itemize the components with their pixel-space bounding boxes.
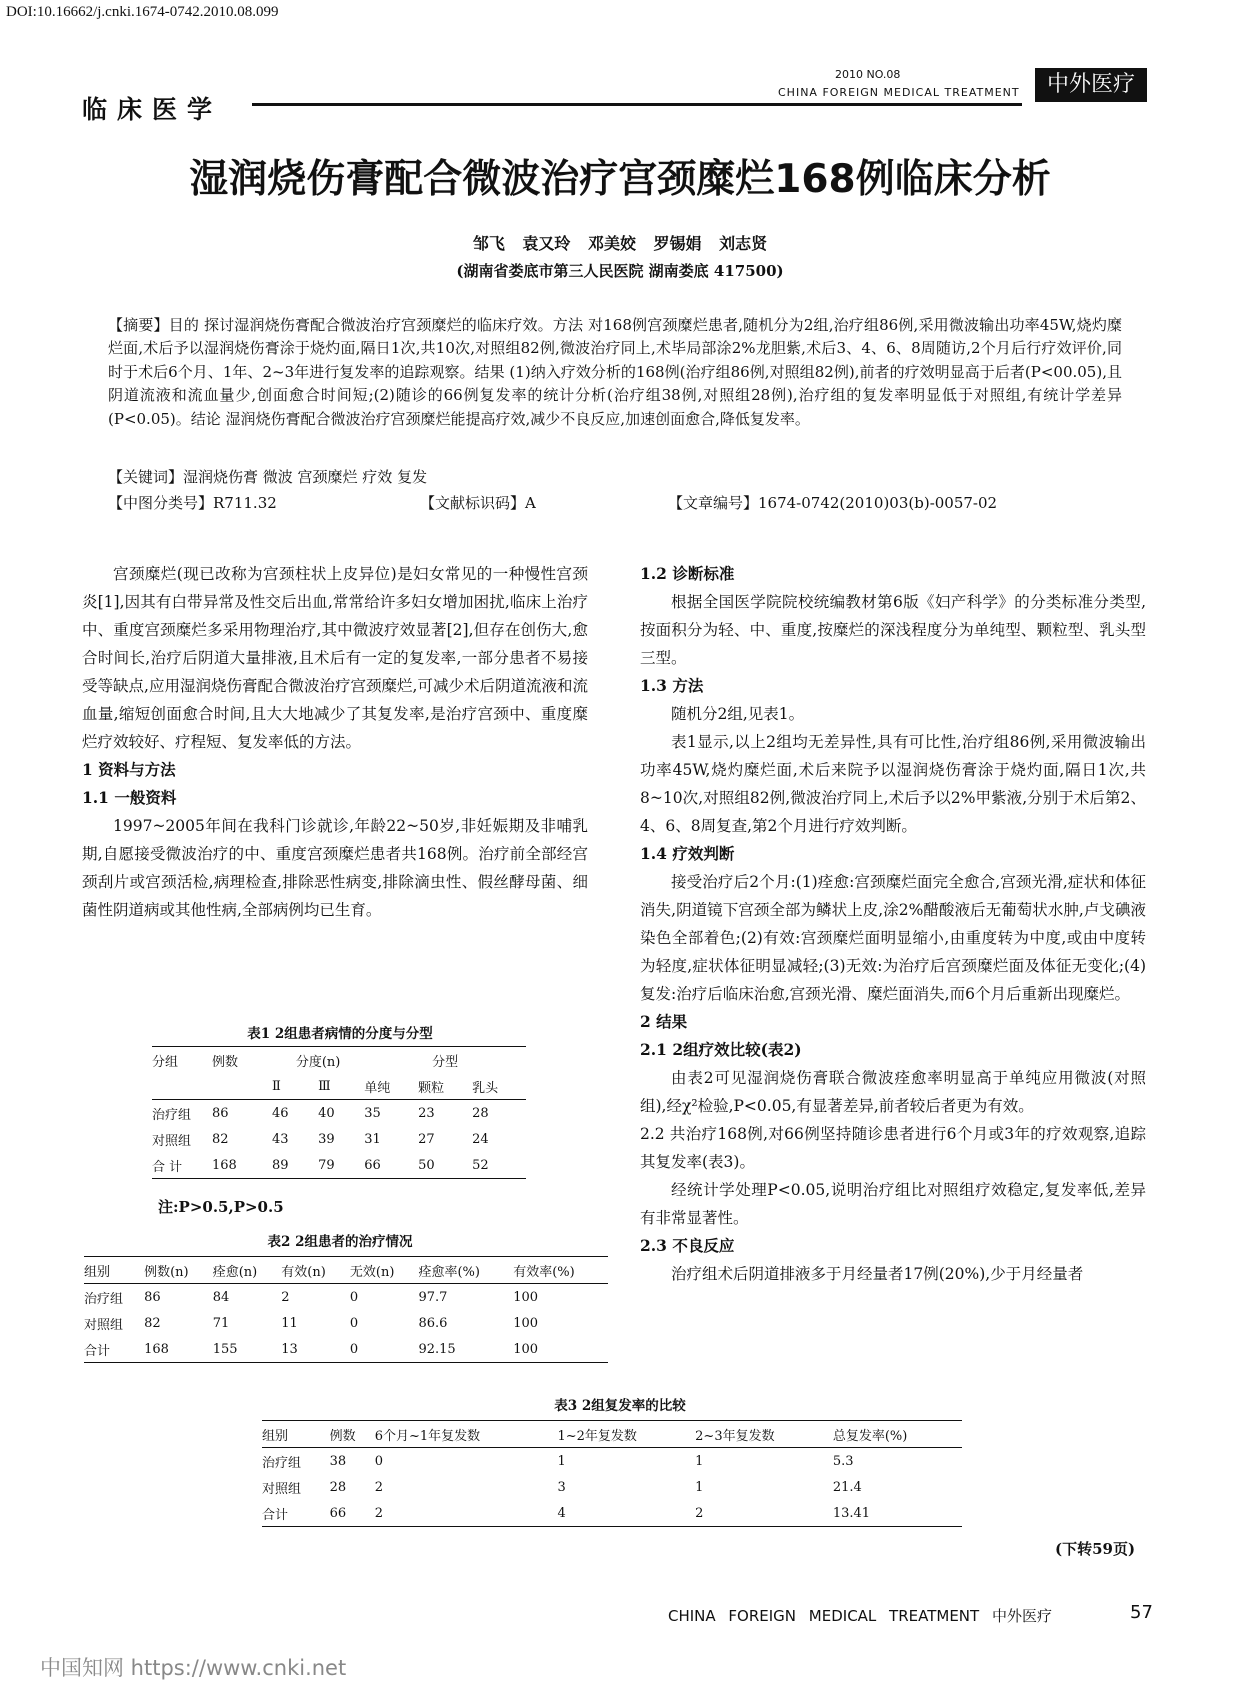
left-column [82,560,588,924]
table2-row [84,1310,608,1336]
section-label: 临床医学 [82,95,223,124]
table3-header-cell: 6个月~1年复发数 [375,1421,558,1448]
table2-caption: 表2 2组患者的治疗情况 [267,1234,413,1250]
section-heading: 1.4 疗效判断 [640,844,735,863]
table1-cell: 66 [364,1157,381,1173]
continued-note: (下转59页) [1055,1540,1136,1558]
header-rule [252,103,1022,106]
table1-cell: 86 [212,1105,229,1121]
table2-header-cell: 组别 [84,1257,144,1284]
page-number: 57 [1130,1602,1153,1623]
table1-cell: 合 计 [152,1159,183,1175]
table1-note: 注:P>0.5,P>0.5 [158,1198,284,1216]
table2-row [84,1336,608,1363]
table2-header-cell: 痊愈(n) [213,1257,282,1284]
table1-cell: 43 [272,1131,289,1147]
table2-header-cell: 例数(n) [144,1257,213,1284]
table1-cell: 31 [364,1131,381,1147]
table1-cell: 39 [318,1131,335,1147]
table2-cell: 治疗组 [84,1291,124,1307]
t1-h2: Ⅱ [272,1073,318,1100]
table3-cell: 1 [695,1479,704,1495]
table3-cell: 0 [374,1453,383,1469]
table3-cell: 2 [374,1505,383,1521]
journal-issue: 2010 NO.08 [835,68,901,81]
table3-cell: 1 [695,1453,704,1469]
table2-header-cell: 痊愈率(%) [418,1257,513,1284]
table2-cell: 合计 [84,1343,111,1359]
table2-cell: 97.7 [418,1289,448,1305]
section-heading: 1.3 方法 [640,676,704,695]
table2-cell: 86.6 [418,1315,448,1331]
table1-cell: 79 [318,1157,335,1173]
table2-cell: 2 [281,1289,290,1305]
table1-cell: 24 [472,1131,489,1147]
table1 [152,1046,526,1179]
table1-cell: 28 [472,1105,489,1121]
table1-cell: 23 [418,1105,435,1121]
table3-header-cell: 组别 [262,1421,330,1448]
document-code: 【文献标识码】A [420,494,536,512]
table2-cell: 84 [212,1289,230,1305]
table3-header-cell: 2~3年复发数 [695,1421,833,1448]
table2-header-cell: 无效(n) [350,1257,419,1284]
table3-cell: 合计 [262,1507,289,1523]
right-column [640,560,1146,1288]
paragraph: 接受治疗后2个月:(1)痊愈:宫颈糜烂面完全愈合,宫颈光滑,症状和体征消失,阴道镜下宫颈全部为鳞状上皮,涂2%醋酸液后无葡萄状水肿,卢戈碘液染色全部着色;(2)有效:宫颈糜烂面明显缩小,由重度转为中度,或由中度转为轻度,症状体征明显减轻;(3)无效:为治疗后宫颈糜烂面及体征无变化;(4)复发:治疗后临床治愈,宫颈光滑、糜烂面消失,而6个月后重新出现糜烂。 [640,873,1146,1003]
table2-cell: 0 [349,1315,359,1331]
paragraph: 宫颈糜烂(现已改称为宫颈柱状上皮异位)是妇女常见的一种慢性宫颈炎[1],因其有白带异常及性交后出血,常常给许多妇女增加困扰,临床上治疗中、重度宫颈糜烂多采用物理治疗,其中微波疗效显著[2],但存在创伤大,愈合时间长,治疗后阴道大量排液,且术后有一定的复发率,一部分患者不易接受等缺点,应用湿润烧伤膏配合微波治疗宫颈糜烂,可减少术后阴道流液和流血量,缩短创面愈合时间,且大大地减少了其复发率,是治疗宫颈中、重度糜烂疗效较好、疗程短、复发率低的方法。 [82,565,588,751]
authors: 邹飞 袁又玲 邓美姣 罗锡娟 刘志贤 [472,234,768,253]
section-heading: 1.2 诊断标准 [640,564,735,583]
table1-row [152,1100,526,1127]
table1-cell: 52 [472,1157,489,1173]
table1-cell: 168 [212,1157,237,1173]
table2-cell: 对照组 [84,1317,124,1333]
table1-caption: 表1 2组患者病情的分度与分型 [247,1026,433,1042]
table3-cell: 66 [329,1505,347,1521]
table1-cell: 对照组 [152,1133,192,1149]
table3-header-cell: 总复发率(%) [833,1421,962,1448]
table2-cell: 0 [349,1341,359,1357]
paragraph: 由表2可见湿润烧伤膏联合微波痊愈率明显高于单纯应用微波(对照组),经χ²检验,P<0.05,有显著差异,前者较后者更为有效。 [640,1069,1146,1115]
table3-row [262,1474,962,1500]
t1-h2: 乳头 [472,1073,526,1100]
paragraph: 1997~2005年间在我科门诊就诊,年龄22~50岁,非妊娠期及非哺乳期,自愿接受微波治疗的中、重度宫颈糜烂患者共168例。治疗前全部经宫颈刮片或宫颈活检,病理检查,排除恶性病变,排除滴虫性、假丝酵母菌、细菌性阴道病或其他性病,全部病例均已生育。 [82,817,588,919]
table3-caption: 表3 2组复发率的比较 [554,1398,686,1414]
clc-number: 【中图分类号】R711.32 [108,494,277,512]
table1-cell: 50 [418,1157,435,1173]
table3-cell: 2 [695,1505,704,1521]
table3-row [262,1448,962,1475]
table1-cell: 治疗组 [152,1107,192,1123]
t1-h-count: 例数 [212,1054,239,1070]
section-heading: 1 资料与方法 [82,760,176,779]
journal-name-en: CHINA FOREIGN MEDICAL TREATMENT [778,86,1020,99]
table2-row [84,1284,608,1311]
table1-row [152,1126,526,1152]
table3-cell: 5.3 [832,1453,854,1469]
table1-cell: 89 [272,1157,289,1173]
section-heading: 2 结果 [640,1012,688,1031]
table1-cell: 46 [272,1105,289,1121]
section-heading: 2.2 共治疗168例,对66例坚持随诊患者进行6个月或3年的疗效观察,追踪其复发率(表3)。 [640,1125,1146,1171]
paragraph: 根据全国医学院院校统编教材第6版《妇产科学》的分类标准分类型,按面积分为轻、中、重度,按糜烂的深浅程度分为单纯型、颗粒型、乳头型三型。 [640,593,1146,667]
table1-cell: 82 [212,1131,229,1147]
paragraph: 随机分2组,见表1。 [671,705,805,723]
paragraph: 治疗组术后阴道排液多于月经量者17例(20%),少于月经量者 [671,1265,1084,1283]
table2-cell: 100 [513,1341,539,1357]
t1-h2: 颗粒 [418,1073,472,1100]
table1-cell: 40 [318,1105,335,1121]
table2-cell: 11 [281,1315,298,1331]
table3-cell: 治疗组 [262,1455,302,1471]
table3-cell: 3 [557,1479,566,1495]
table2-cell: 155 [212,1341,238,1357]
table2-cell: 82 [144,1315,161,1331]
table3-cell: 2 [374,1479,383,1495]
table2-cell: 86 [144,1289,161,1305]
keywords: 【关键词】湿润烧伤膏 微波 宫颈糜烂 疗效 复发 [108,468,428,486]
paragraph: 经统计学处理P<0.05,说明治疗组比对照组疗效稳定,复发率低,差异有非常显著性。 [640,1181,1146,1227]
table3-cell: 4 [557,1505,566,1521]
abstract: 【摘要】目的 探讨湿润烧伤膏配合微波治疗宫颈糜烂的临床疗效。方法 对168例宫颈糜烂患者,随机分为2组,治疗组86例,采用微波输出功率45W,烧灼糜烂面,术后予以湿润烧伤膏涂于烧灼面,隔日1次,共10次,对照组82例,微波治疗同上,术毕局部涂2%龙胆紫,术后3、4、6、8周随访,2个月后行疗效评价,同时于术后6个月、1年、2~3年进行复发率的追踪观察。结果 (1)纳入疗效分析的168例(治疗组86例,对照组82例),前者的疗效明显高于后者(P<00.05),且阴道流液和流血量少,创面愈合时间短;(2)随诊的66例复发率的统计分析(治疗组38例,对照组28例),治疗组的复发率明显低于对照组,有统计学差异(P<0.05)。结论 湿润烧伤膏配合微波治疗宫颈糜烂能提高疗效,减少不良反应,加速创面愈合,降低复发率。 [108,316,1122,428]
table3-cell: 13.41 [832,1505,871,1521]
table1-cell: 27 [418,1131,435,1147]
table2-cell: 13 [281,1341,298,1357]
section-heading: 2.3 不良反应 [640,1236,735,1255]
table3-cell: 28 [329,1479,347,1495]
table3 [262,1420,962,1527]
table3-header-cell: 1~2年复发数 [557,1421,695,1448]
table3-cell: 对照组 [262,1481,302,1497]
t1-h-type: 分型 [432,1054,459,1070]
table2-header-cell: 有效(n) [281,1257,350,1284]
table3-cell: 21.4 [832,1479,862,1495]
affiliation: (湖南省娄底市第三人民医院 湖南娄底 417500) [456,262,784,280]
table2-cell: 71 [212,1315,230,1331]
t1-h2: Ⅲ [318,1073,364,1100]
t1-h2: 单纯 [364,1073,418,1100]
table2-header-cell: 有效率(%) [513,1257,608,1284]
article-number: 【文章编号】1674-0742(2010)03(b)-0057-02 [668,494,998,512]
table2-cell: 100 [513,1289,539,1305]
table3-cell: 1 [557,1453,566,1469]
doi: DOI:10.16662/j.cnki.1674-0742.2010.08.099 [6,4,279,20]
table1-cell: 35 [364,1105,381,1121]
section-heading: 2.1 2组疗效比较(表2) [640,1040,802,1059]
footer-journal: CHINA FOREIGN MEDICAL TREATMENT 中外医疗 [668,1607,1052,1625]
article-title: 湿润烧伤膏配合微波治疗宫颈糜烂168例临床分析 [189,157,1051,202]
t1-h-group: 分组 [152,1054,179,1070]
t1-h-degree: 分度(n) [295,1054,341,1070]
table2-cell: 168 [144,1341,169,1357]
table1-row [152,1152,526,1179]
table2-cell: 100 [513,1315,539,1331]
watermark: 中国知网 https://www.cnki.net [40,1656,347,1680]
paragraph: 表1显示,以上2组均无差异性,具有可比性,治疗组86例,采用微波输出功率45W,烧灼糜烂面,术后来院予以湿润烧伤膏涂于烧灼面,隔日1次,共8~10次,对照组82例,微波治疗同上,术后予以2%甲紫液,分别于术后第2、4、6、8周复查,第2个月进行疗效判断。 [640,733,1146,835]
table3-row [262,1500,962,1527]
table2-cell: 0 [349,1289,359,1305]
table3-header-cell: 例数 [330,1421,375,1448]
table2 [84,1256,608,1363]
table3-cell: 38 [329,1453,347,1469]
section-heading: 1.1 一般资料 [82,788,177,807]
table2-cell: 92.15 [418,1341,456,1357]
journal-logo: 中外医疗 [1035,68,1147,102]
